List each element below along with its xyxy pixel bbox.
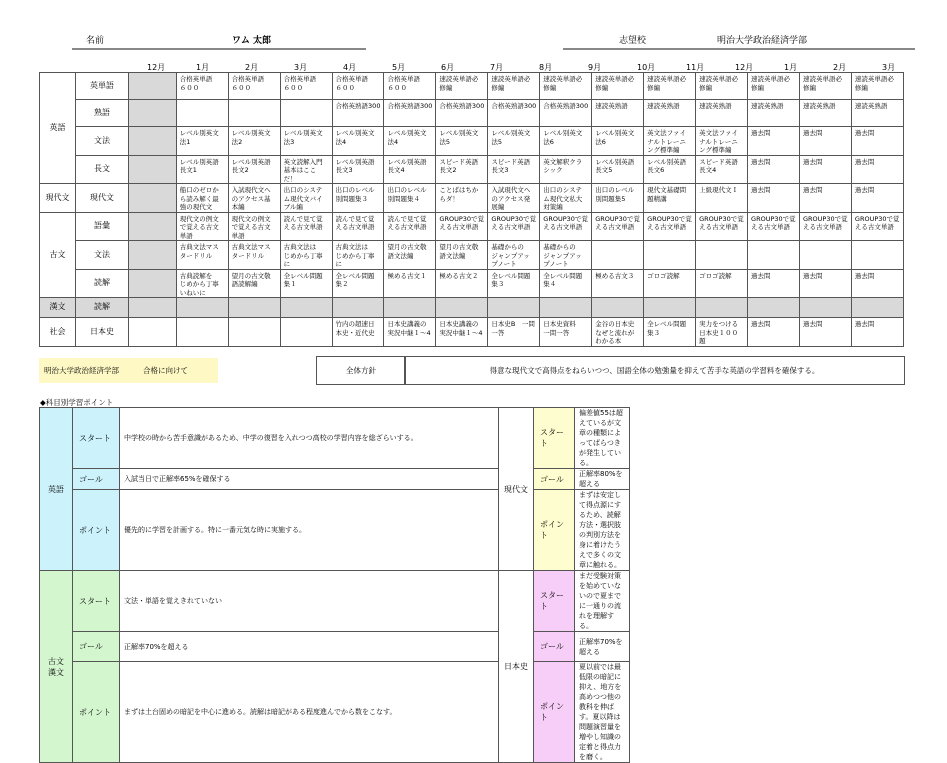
plan-cell: レベル別英語 長文6: [644, 155, 696, 184]
plan-cell: 合格英熟語300: [436, 100, 488, 127]
plan-cell: 全レベル問題 集１: [280, 269, 332, 298]
plan-cell: GROUP30で覚 える古文単語: [799, 212, 851, 241]
plan-cell: [799, 298, 851, 318]
plan-cell: [644, 298, 696, 318]
plan-cell: レベル別英文 法4: [384, 127, 436, 156]
goal-label: 合格に向けて: [143, 366, 188, 375]
plan-cell: 速読英単語必 修編: [436, 73, 488, 100]
plan-cell: [176, 318, 228, 347]
point-text: まずは土台固めの暗記を中心に進める。読解は暗記がある程度進んでから数をこなす。: [120, 662, 499, 763]
point-text: 文法・単語を覚えきれていない: [120, 571, 499, 632]
plan-cell: GROUP30で覚 える古文単語: [488, 212, 540, 241]
plan-cell: レベル別英語 長文2: [228, 155, 280, 184]
plan-cell: 速読英熟語: [592, 100, 644, 127]
point-row: [40, 469, 904, 490]
goal-box: [39, 358, 218, 383]
subject-cell: 漢文: [40, 298, 76, 318]
plan-cell: [799, 241, 851, 270]
plan-cell: レベル別英文 法4: [332, 127, 384, 156]
point-label: ゴール: [73, 469, 120, 490]
section-title: ◆科目別学習ポイント: [40, 398, 114, 407]
plan-row: [40, 127, 904, 156]
subcategory-cell: 文法: [76, 241, 129, 270]
student-name: ワム 太郎: [232, 36, 272, 46]
point-row: [40, 662, 904, 763]
plan-row: [40, 241, 904, 270]
plan-cell: [748, 298, 800, 318]
point-text: 中学校の時から苦手意識があるため、中学の復習を入れつつ高校の学習内容を総ざらいする。: [120, 408, 499, 469]
month-label: 3月: [294, 63, 308, 72]
plan-cell: [592, 241, 644, 270]
plan-cell: 英文法ファイ ナルトレーニ ング標準編: [644, 127, 696, 156]
plan-cell: スピード英語 長文2: [436, 155, 488, 184]
plan-cell: 過去問: [748, 184, 800, 213]
plan-cell: 出口のシステ ム現代文バイ ブル編: [280, 184, 332, 213]
point-row: [40, 490, 904, 571]
plan-cell: レベル別英文 法6: [540, 127, 592, 156]
subcategory-cell: 語彙: [76, 212, 129, 241]
subcategory-cell: 文法: [76, 127, 129, 156]
point-text: 正解率70%を超える: [120, 632, 499, 662]
plan-cell: 望月の古文敬 語文法編: [384, 241, 436, 270]
point-label: ポイント: [534, 490, 575, 571]
plan-cell: GROUP30で覚 える古文単語: [748, 212, 800, 241]
plan-cell: [540, 298, 592, 318]
plan-row: [40, 298, 904, 318]
point-label: ポイント: [534, 662, 575, 763]
plan-cell: 過去問: [851, 155, 903, 184]
plan-cell: [228, 298, 280, 318]
plan-cell: 合格英単語 ６００: [332, 73, 384, 100]
plan-cell: 金谷の日本史 なぜと流れが わかる本: [592, 318, 644, 347]
point-row: [40, 408, 904, 469]
plan-cell: GROUP30で覚 える古文単語: [644, 212, 696, 241]
point-row: [40, 632, 904, 662]
plan-cell: [644, 241, 696, 270]
plan-cell: 過去問: [851, 184, 903, 213]
plan-cell: [129, 269, 177, 298]
policy-label-box: [316, 356, 406, 385]
policy-text: 得意な現代文で高得点をねらいつつ、国語全体の勉強量を抑えて苦手な英語の学習料を確保する。: [489, 366, 820, 375]
plan-cell: [748, 241, 800, 270]
plan-cell: レベル別英語 長文4: [384, 155, 436, 184]
plan-cell: 速読英熟語: [799, 100, 851, 127]
point-text: 夏以前では最低限の暗記に抑え、地方を高めつつ他の教科を伸ばす。夏以降は問題演習量を増やし知識の定着と得点力を磨く。: [575, 662, 630, 763]
point-subject: 現代文: [499, 408, 534, 571]
plan-cell: スピード英語 長文3: [488, 155, 540, 184]
plan-cell: [129, 127, 177, 156]
plan-cell: 速読英単語必 修編: [540, 73, 592, 100]
plan-cell: 望月の古文敬 語文法編: [436, 241, 488, 270]
subject-cell: 古文: [40, 212, 76, 298]
month-label: 10月: [637, 63, 656, 72]
plan-row: [40, 212, 904, 241]
plan-cell: [129, 73, 177, 100]
plan-row: [40, 100, 904, 127]
plan-cell: 過去問: [851, 269, 903, 298]
point-label: ゴール: [73, 632, 120, 662]
subcategory-cell: 英単語: [76, 73, 129, 100]
plan-cell: 過去問: [799, 184, 851, 213]
plan-cell: GROUP30で覚 える古文単語: [436, 212, 488, 241]
month-label: 6月: [441, 63, 455, 72]
plan-cell: 合格英熟語300: [540, 100, 592, 127]
plan-row: [40, 184, 904, 213]
plan-cell: [176, 100, 228, 127]
plan-cell: 現代文の例文 で覚える古文 単語: [228, 212, 280, 241]
plan-cell: [851, 298, 903, 318]
plan-cell: [280, 318, 332, 347]
plan-cell: 速読英単語必 修編: [696, 73, 748, 100]
month-label: 12月: [147, 63, 166, 72]
plan-cell: 日本史講義の 実況中継１〜4: [384, 318, 436, 347]
subcategory-cell: 現代文: [76, 184, 129, 213]
plan-cell: 船口のゼロか ら読み解く最 強の現代文: [176, 184, 228, 213]
subcategory-cell: 長文: [76, 155, 129, 184]
point-text: まだ受験対策を始めていないので夏までに一通りの流れを理解する。: [575, 571, 630, 632]
plan-cell: [129, 298, 177, 318]
plan-cell: レベル別英語 長文5: [592, 155, 644, 184]
plan-cell: 合格英単語 ６００: [384, 73, 436, 100]
plan-cell: ゴロゴ読解: [696, 269, 748, 298]
point-text: 入試当日で正解率65%を確保する: [120, 469, 499, 490]
plan-cell: [280, 298, 332, 318]
target-school: 明治大学政治経済学部: [717, 36, 808, 46]
point-label: ポイント: [73, 662, 120, 763]
plan-cell: [129, 241, 177, 270]
plan-cell: [228, 318, 280, 347]
plan-cell: 古典文法マス タードリル: [228, 241, 280, 270]
plan-cell: 過去問: [748, 318, 800, 347]
plan-cell: 日本史資料 一問一答: [540, 318, 592, 347]
point-label: ゴール: [534, 632, 575, 662]
month-label: 9月: [588, 63, 602, 72]
plan-cell: [129, 212, 177, 241]
plan-cell: 読んで見て覚 える古文単語: [332, 212, 384, 241]
plan-cell: [228, 100, 280, 127]
name-underline: [72, 48, 366, 50]
plan-cell: [332, 298, 384, 318]
plan-cell: [488, 298, 540, 318]
plan-cell: 過去問: [748, 155, 800, 184]
plan-cell: 出口のレベル 別問題集5: [592, 184, 644, 213]
plan-cell: 極める古文２: [436, 269, 488, 298]
month-label: 4月: [343, 63, 357, 72]
point-subject: 英語: [40, 408, 73, 571]
plan-cell: 全レベル問題 集４: [540, 269, 592, 298]
plan-cell: 現代文基礎問 題精講: [644, 184, 696, 213]
month-label: 12月: [735, 63, 754, 72]
plan-cell: 入試現代文へ のアクセス発 展編: [488, 184, 540, 213]
plan-cell: [129, 318, 177, 347]
plan-cell: 基礎からの ジャンプアッ プノート: [540, 241, 592, 270]
plan-cell: 速読英熟語: [696, 100, 748, 127]
subcategory-cell: 熟語: [76, 100, 129, 127]
plan-cell: 速読英単語必 修編: [488, 73, 540, 100]
point-label: スタート: [534, 571, 575, 632]
plan-cell: 速読英単語必 修編: [851, 73, 903, 100]
month-label: 2月: [245, 63, 259, 72]
plan-cell: 合格英単語 ６００: [228, 73, 280, 100]
month-label: 2月: [833, 63, 847, 72]
plan-cell: [696, 298, 748, 318]
name-label: 名前: [86, 36, 105, 46]
plan-cell: レベル別英文 法1: [176, 127, 228, 156]
plan-cell: 英文読解入門 基本はここ だ！: [280, 155, 332, 184]
subject-cell: 英語: [40, 73, 76, 184]
plan-cell: GROUP30で覚 える古文単語: [592, 212, 644, 241]
point-row: [40, 571, 904, 632]
plan-cell: 出口のレベル 別問題集３: [332, 184, 384, 213]
plan-cell: 合格英熟語300: [384, 100, 436, 127]
plan-cell: 出口のシステ ム現代文私大 対策編: [540, 184, 592, 213]
plan-cell: GROUP30で覚 える古文単語: [696, 212, 748, 241]
school-underline: [563, 48, 915, 50]
subcategory-cell: 日本史: [76, 318, 129, 347]
plan-cell: 合格英熟語300: [488, 100, 540, 127]
plan-cell: 日本史B 一問 一答: [488, 318, 540, 347]
plan-cell: 古典読解を じめから丁寧 いねいに: [176, 269, 228, 298]
plan-cell: 極める古文１: [384, 269, 436, 298]
plan-cell: ことばはちか らダ！: [436, 184, 488, 213]
plan-cell: 古典文法マス タードリル: [176, 241, 228, 270]
point-label: スタート: [73, 571, 120, 632]
plan-cell: 過去問: [799, 269, 851, 298]
plan-cell: 読んで見て覚 える古文単語: [280, 212, 332, 241]
month-label: 5月: [392, 63, 406, 72]
plan-cell: レベル別英文 法3: [280, 127, 332, 156]
plan-cell: レベル別英文 法5: [436, 127, 488, 156]
plan-cell: 合格英熟語300: [332, 100, 384, 127]
plan-cell: [592, 298, 644, 318]
plan-cell: ゴロゴ読解: [644, 269, 696, 298]
plan-cell: 速読英熟語: [644, 100, 696, 127]
plan-cell: レベル別英語 長文3: [332, 155, 384, 184]
plan-cell: [129, 100, 177, 127]
plan-cell: 過去問: [851, 318, 903, 347]
plan-cell: 基礎からの ジャンプアッ プノート: [488, 241, 540, 270]
plan-cell: 速読英単語必 修編: [644, 73, 696, 100]
plan-cell: 過去問: [748, 269, 800, 298]
plan-cell: 過去問: [799, 155, 851, 184]
plan-cell: 上級現代文Ｉ: [696, 184, 748, 213]
school-label: 志望校: [619, 36, 647, 46]
plan-cell: 過去問: [748, 127, 800, 156]
month-label: 7月: [490, 63, 504, 72]
plan-cell: 現代文の例文 で覚える古文 単語: [176, 212, 228, 241]
plan-cell: [280, 100, 332, 127]
point-text: 優先的に学習を計画する。特に一番元気な時に実施する。: [120, 490, 499, 571]
policy-label: 全体方針: [346, 366, 376, 375]
point-label: ポイント: [73, 490, 120, 571]
point-text: 正解率80%を超える: [575, 469, 630, 490]
point-text: まずは安定して得点源にするため、読解方法・選択肢の判別方法を身に着けたうえで多くの文章に触れる。: [575, 490, 630, 571]
plan-cell: スピード英語 長文4: [696, 155, 748, 184]
plan-cell: 全レベル問題 集２: [332, 269, 384, 298]
point-subject: 日本史: [499, 571, 534, 763]
plan-cell: 英文解釈クラ シック: [540, 155, 592, 184]
plan-cell: 古典文法は じめから丁寧 に: [280, 241, 332, 270]
plan-cell: 合格英単語 ６００: [176, 73, 228, 100]
month-label: 3月: [882, 63, 896, 72]
plan-cell: レベル別英文 法2: [228, 127, 280, 156]
plan-row: [40, 73, 904, 100]
plan-cell: 実力をつける 日本史１００ 題: [696, 318, 748, 347]
point-subject: 古文 漢文: [40, 571, 73, 763]
plan-row: [40, 155, 904, 184]
plan-cell: 過去問: [799, 318, 851, 347]
plan-cell: GROUP30で覚 える古文単語: [851, 212, 903, 241]
plan-cell: 読んで見て覚 える古文単語: [384, 212, 436, 241]
plan-cell: 合格英単語 ６００: [280, 73, 332, 100]
plan-cell: [129, 155, 177, 184]
plan-cell: [384, 298, 436, 318]
subcategory-cell: 読解: [76, 298, 129, 318]
plan-cell: 速読英単語必 修編: [592, 73, 644, 100]
plan-cell: レベル別英語 長文1: [176, 155, 228, 184]
plan-cell: 英文法ファイ ナルトレーニ ング標準編: [696, 127, 748, 156]
plan-cell: GROUP30で覚 える古文単語: [540, 212, 592, 241]
plan-cell: 古典文法は じめから丁寧 に: [332, 241, 384, 270]
plan-cell: [176, 298, 228, 318]
plan-cell: レベル別英文 法5: [488, 127, 540, 156]
plan-cell: 全レベル問題 集３: [644, 318, 696, 347]
plan-cell: 日本史講義の 実況中継１〜4: [436, 318, 488, 347]
subcategory-cell: 読解: [76, 269, 129, 298]
subject-points-table: [39, 407, 904, 763]
plan-cell: レベル別英文 法6: [592, 127, 644, 156]
plan-cell: 過去問: [851, 127, 903, 156]
month-label: 8月: [539, 63, 553, 72]
point-label: ゴール: [534, 469, 575, 490]
plan-cell: 望月の古文敬 語読解編: [228, 269, 280, 298]
month-label: 11月: [686, 63, 705, 72]
point-text: 正解率70%を超える: [575, 632, 630, 662]
plan-cell: 速読英単語必 修編: [799, 73, 851, 100]
subject-cell: 現代文: [40, 184, 76, 213]
plan-cell: 竹内の超速日 本史・近代史: [332, 318, 384, 347]
plan-cell: 極める古文３: [592, 269, 644, 298]
point-label: スタート: [534, 408, 575, 469]
month-label: 1月: [196, 63, 210, 72]
plan-cell: 速読英単語必 修編: [748, 73, 800, 100]
plan-cell: 速読英熟語: [748, 100, 800, 127]
point-label: スタート: [73, 408, 120, 469]
plan-row: [40, 318, 904, 347]
plan-cell: 出口のレベル 別問題集４: [384, 184, 436, 213]
subject-cell: 社会: [40, 318, 76, 347]
plan-cell: 速読英熟語: [851, 100, 903, 127]
plan-cell: 全レベル問題 集３: [488, 269, 540, 298]
plan-cell: [696, 241, 748, 270]
plan-cell: [851, 241, 903, 270]
plan-row: [40, 269, 904, 298]
plan-cell: [436, 298, 488, 318]
point-text: 偏差値55は超えているが文章の種類によってばらつきが発生している。: [575, 408, 630, 469]
plan-cell: 入試現代文へ のアクセス基 本編: [228, 184, 280, 213]
study-plan-table: [39, 72, 904, 347]
policy-text-box: [404, 356, 905, 385]
plan-cell: 過去問: [799, 127, 851, 156]
month-label: 1月: [784, 63, 798, 72]
goal-school: 明治大学政治経済学部: [44, 366, 119, 375]
plan-cell: [129, 184, 177, 213]
